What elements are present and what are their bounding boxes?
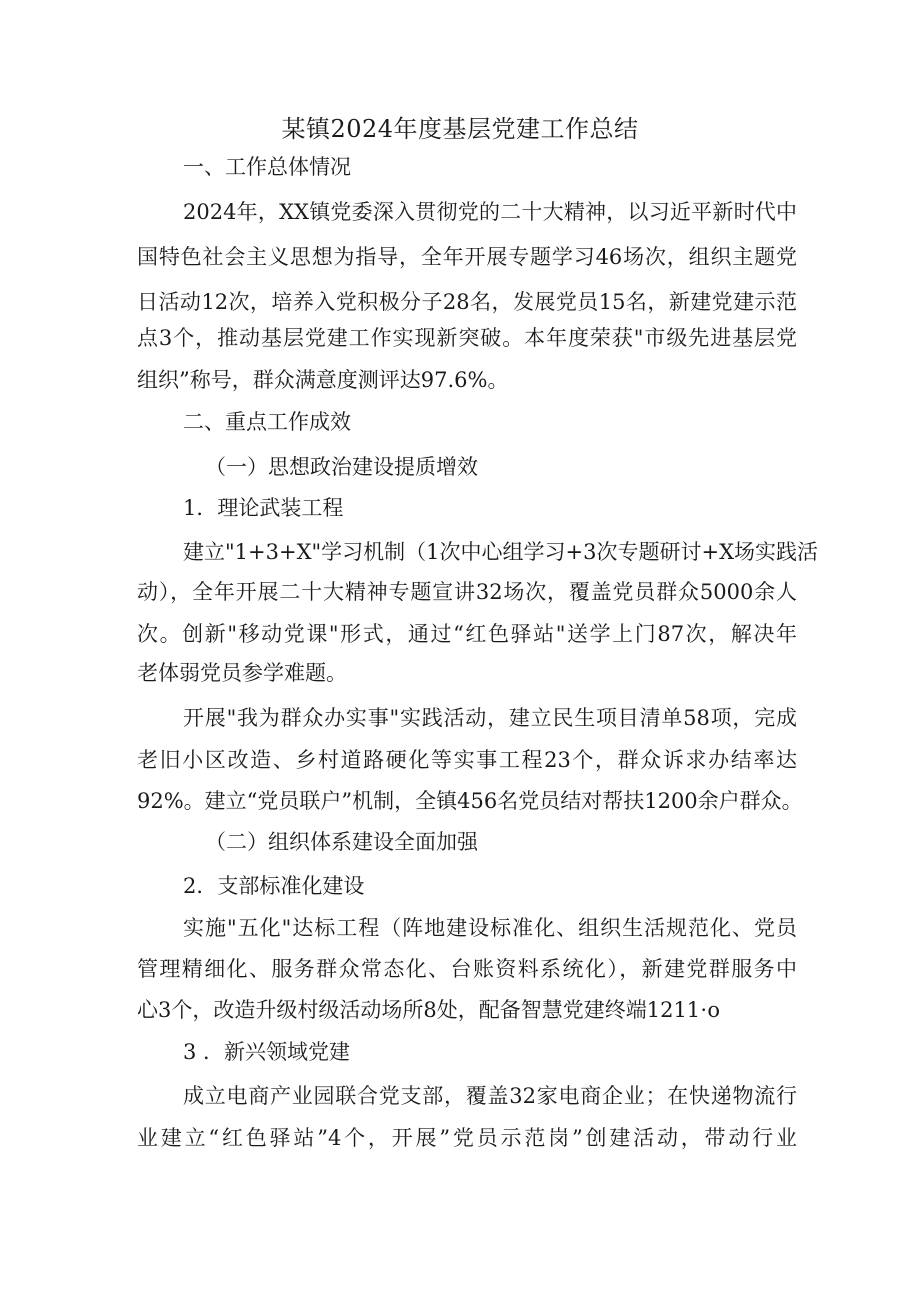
paragraph-line: 日活动12次，培养入党积极分子28名，发展党员15名，新建党建示范: [137, 290, 797, 314]
item-heading-2: 2．支部标准化建设: [183, 874, 365, 898]
paragraph-line: 92%。建立“党员联户”机制，全镇456名党员结对帮扶1200余户群众。: [137, 789, 803, 813]
paragraph-line: 实施"五化"达标工程（阵地建设标准化、组织生活规范化、党员: [183, 916, 797, 940]
paragraph-line: 管理精细化、服务群众常态化、台账资料系统化），新建党群服务中: [137, 957, 797, 981]
subsection-heading-2: （二）组织体系建设全面加强: [205, 830, 478, 854]
subsection-heading-1: （一）思想政治建设提质增效: [205, 455, 478, 479]
paragraph-line: 国特色社会主义思想为指导，全年开展专题学习46场次，组织主题党: [137, 245, 797, 269]
paragraph-line: 建立"1+3+X"学习机制（1次中心组学习+3次专题研讨+X场实践活: [183, 540, 819, 564]
paragraph-line: 老体弱党员参学难题。: [137, 661, 347, 685]
section-heading-1: 一、工作总体情况: [183, 155, 351, 179]
document-title: 某镇2024年度基层党建工作总结: [281, 115, 639, 143]
paragraph-line: 动），全年开展二十大精神专题宣讲32场次，覆盖党员群众5000余人: [137, 580, 797, 604]
item-heading-3: 3 ．新兴领域党建: [183, 1040, 351, 1064]
paragraph-line: 心3个，改造升级村级活动场所8处，配备智慧党建终端1211⋅o: [137, 998, 720, 1022]
paragraph-line: 次。创新"移动党课"形式，通过“红色驿站"送学上门87次，解决年: [137, 622, 797, 646]
section-heading-2: 二、重点工作成效: [183, 410, 351, 434]
paragraph-line: 2024年，XX镇党委深入贯彻党的二十大精神，以习近平新时代中: [183, 200, 797, 224]
item-heading-1: 1．理论武装工程: [183, 496, 344, 520]
paragraph-line: 开展"我为群众办实事"实践活动，建立民生项目清单58项，完成: [183, 706, 797, 730]
paragraph-line: 点3个，推动基层党建工作实现新突破。本年度荣获"市级先进基层党: [137, 326, 797, 350]
paragraph-line: 业建立“红色驿站”4个，开展”党员示范岗”创建活动，带动行业: [137, 1126, 797, 1150]
paragraph-line: 老旧小区改造、乡村道路硬化等实事工程23个，群众诉求办结率达: [137, 748, 797, 772]
paragraph-line: 组织”称号，群众满意度测评达97.6%。: [137, 368, 509, 392]
paragraph-line: 成立电商产业园联合党支部，覆盖32家电商企业；在快递物流行: [183, 1084, 797, 1108]
